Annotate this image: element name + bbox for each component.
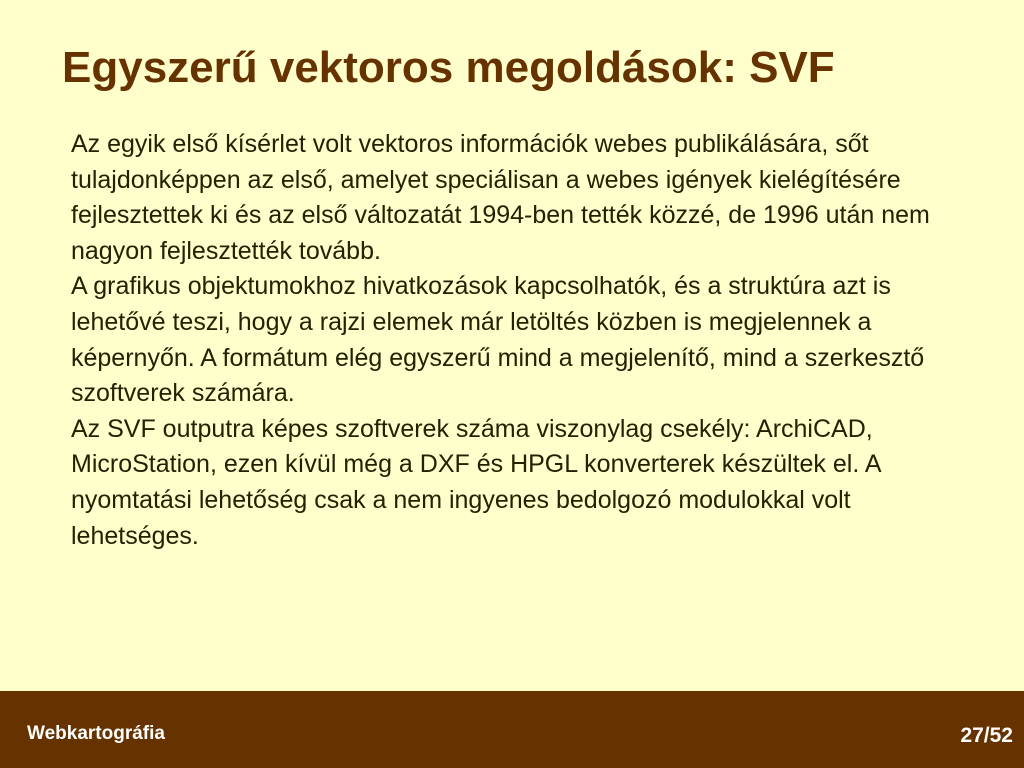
paragraph-3: Az SVF outputra képes szoftverek száma viszonylag csekély: ArchiCAD, MicroStation, ezen kívül még a DXF és HPGL konverterek készültek el. A nyomtatási lehetőség csak a nem ingyenes bedolgozó modulokkal volt lehetséges.: [71, 414, 881, 550]
paragraph-2: A grafikus objektumokhoz hivatkozások kapcsolhatók, és a struktúra azt is lehetővé teszi, hogy a rajzi elemek már letöltés közben is megjelennek a képernyőn. A formátum elég egyszerű mind a megjelenítő, mind a szerkesztő szoftverek számára.: [71, 272, 925, 408]
paragraph-1: Az egyik első kísérlet volt vektoros információk webes publikálására, sőt tulajdonképpen az első, amelyet speciálisan a webes igények kielégítésére fejlesztettek ki és az első változatát 1994-ben tették közzé, de 1996 után nem nagyon fejlesztették tovább.: [71, 130, 930, 265]
slide-title: Egyszerű vektoros megoldások: SVF: [62, 43, 835, 92]
footer-bar: [0, 691, 1024, 768]
slide-body: [71, 127, 971, 554]
slide-number: 27/52: [960, 724, 1013, 747]
footer-course-title: Webkartográfia: [27, 723, 165, 744]
